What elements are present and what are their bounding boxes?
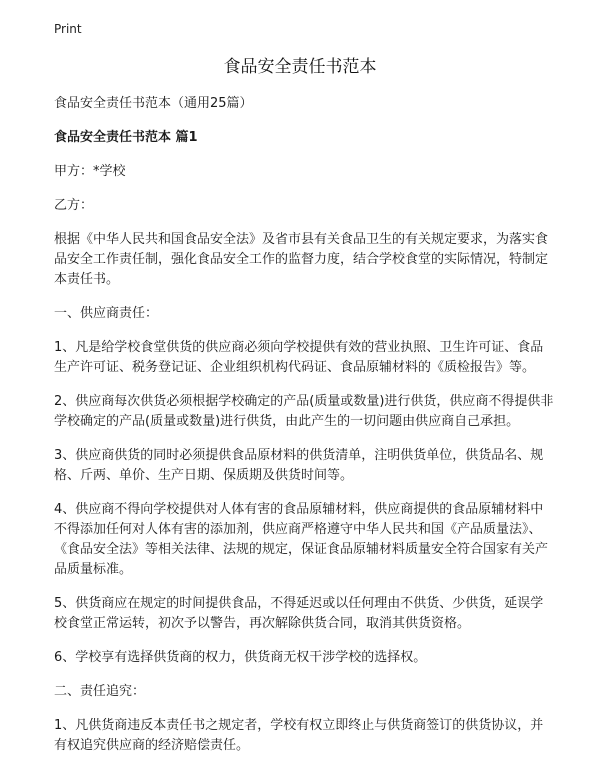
document-body xyxy=(54,94,554,770)
clause-2: 2、供应商每次供货必须根据学校确定的产品(质量或数量)进行供货，供应商不得提供非学校确定的产品(质量或数量)进行供货，由此产生的一切问题由供应商自己承担。 xyxy=(54,394,554,429)
clause-1: 1、凡是给学校食堂供货的供应商必须向学校提供有效的营业执照、卫生许可证、食品生产许可证、税务登记证、企业组织机构代码证、食品原辅材料的《质检报告》等。 xyxy=(54,340,544,375)
clause-3: 3、供应商供货的同时必须提供食品原材料的供货清单，注明供货单位，供货品名、规格、斤两、单价、生产日期、保质期及供货时间等。 xyxy=(54,448,544,483)
liability-heading: 二、责任追究： xyxy=(54,684,146,699)
liability-clause-1: 1、凡供货商违反本责任书之规定者，学校有权立即终止与供货商签订的供货协议，并有权追究供应商的经济赔偿责任。 xyxy=(54,718,544,753)
document-title: 食品安全责任书范本 xyxy=(223,57,377,77)
clause-4: 4、供应商不得向学校提供对人体有害的食品原辅材料，供应商提供的食品原辅材料中不得添加任何对人体有害的添加剂，供应商严格遵守中华人民共和国《产品质量法》、《食品安全法》等相关法律、法规的规定，保证食品原辅材料质量安全符合国家有关产品质量标准。 xyxy=(54,502,549,577)
party-a-line: 甲方：*学校 xyxy=(54,164,126,179)
document-subtitle: 食品安全责任书范本（通用25篇） xyxy=(54,96,253,111)
supplier-responsibility-heading: 一、供应商责任： xyxy=(54,306,159,321)
clause-6: 6、学校享有选择供货商的权力，供货商无权干涉学校的选择权。 xyxy=(54,650,427,665)
clause-5: 5、供货商应在规定的时间提供食品，不得延迟或以任何理由不供货、少供货，延误学校食堂正常运转，初次予以警告，再次解除供货合同，取消其供货资格。 xyxy=(54,596,544,631)
print-link[interactable]: Print xyxy=(54,22,82,36)
party-b-line: 乙方： xyxy=(54,198,94,213)
section-heading: 食品安全责任书范本 篇1 xyxy=(54,130,198,145)
intro-paragraph: 根据《中华人民共和国食品安全法》及省市县有关食品卫生的有关规定要求，为落实食品安全工作责任制，强化食品安全工作的监督力度，结合学校食堂的实际情况，特制定本责任书。 xyxy=(54,232,549,287)
